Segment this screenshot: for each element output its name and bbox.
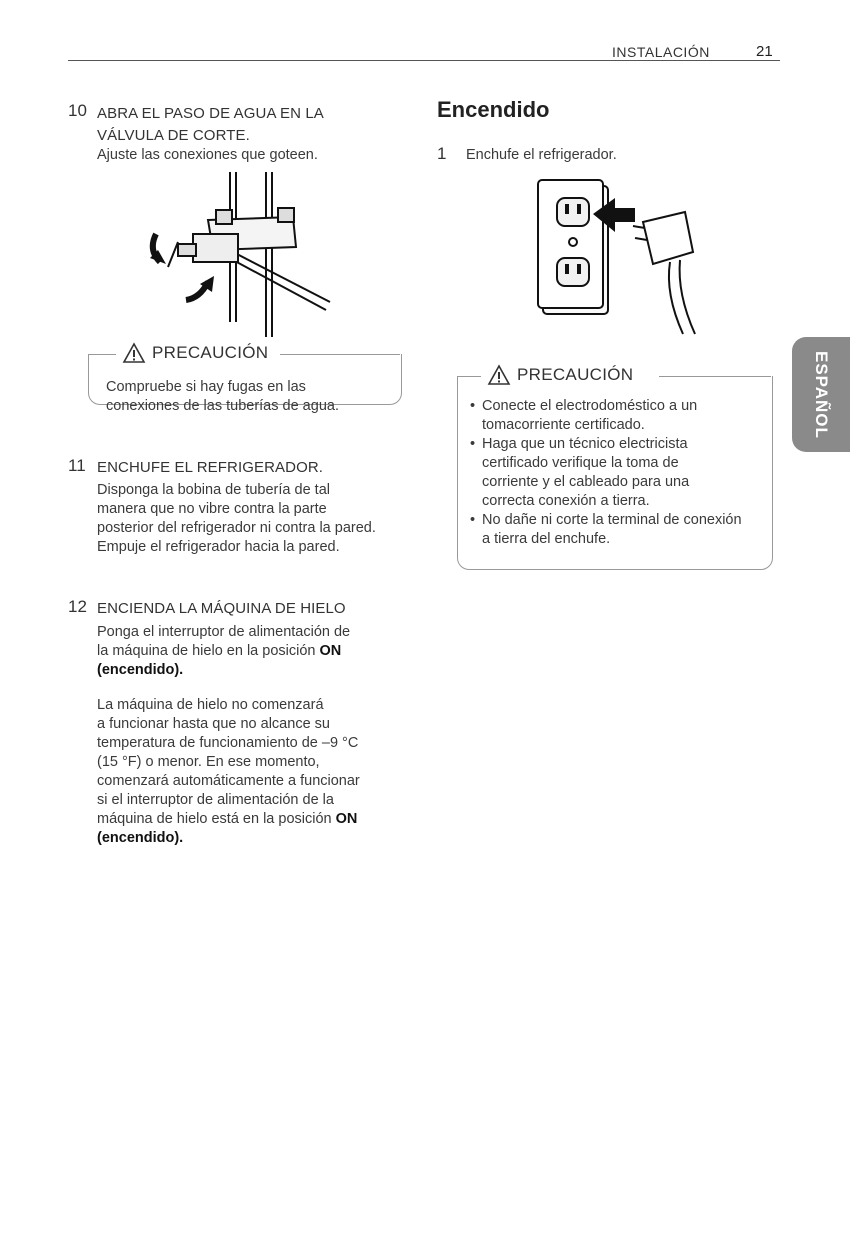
caution-line-1a [88,354,116,355]
header-rule [68,60,780,61]
language-side-tab-label: ESPAÑOL [812,350,831,439]
caution-header-1 [116,342,274,364]
step-12-paragraph-2 [97,696,360,848]
step-12-p1-line1: Ponga el interruptor de alimentación de [97,624,351,640]
warning-triangle-icon [122,342,146,364]
step-12-paragraph-1 [97,623,350,680]
step-12-p2-line6: si el interruptor de alimentación de la [97,792,334,808]
step-11-line2: manera que no vibre contra la parte [97,501,327,517]
language-side-tab [792,337,850,452]
warning-triangle-icon [487,364,511,386]
caution-text-1 [106,378,339,416]
caution-line-1b [280,354,400,355]
step-11-number: 11 [68,456,86,475]
caution-line-2b [659,376,771,377]
caution-1-line2: conexiones de las tuberías de agua. [106,398,339,414]
caution-bullet-1: • Conecte el electrodoméstico a un tomacorriente certificado. [470,397,742,435]
step-10-number: 10 [68,101,87,120]
step-10-text: Ajuste las conexiones que goteen. [97,147,318,163]
page-number: 21 [756,43,773,60]
caution-bullet-2: • Haga que un técnico electricista certificado verifique la toma de corriente y el cableado para una correcta conexión a tierra. [470,435,742,511]
caution-text-2 [470,397,742,549]
step-1-text: Enchufe el refrigerador. [466,147,617,163]
step-10-title-line1: ABRA EL PASO DE AGUA EN LA [97,105,324,122]
step-12-p2-line7: máquina de hielo está en la posición ON [97,811,358,827]
step-10-title-line2: VÁLVULA DE CORTE. [97,127,250,144]
shutoff-valve-illustration [138,172,338,337]
step-11-title: ENCHUFE EL REFRIGERADOR. [97,459,324,476]
step-11-text [97,481,376,557]
step-11-line4: Empuje el refrigerador hacia la pared. [97,539,340,555]
step-12-title: ENCIENDA LA MÁQUINA DE HIELO [97,600,346,617]
step-12-p2-line3: temperatura de funcionamiento de –9 °C [97,735,359,751]
caution-line-2a [457,376,481,377]
step-12-p2-line4: (15 °F) o menor. En ese momento, [97,754,320,770]
caution-1-line1: Compruebe si hay fugas en las [106,379,306,395]
caution-title-1: PRECAUCIÓN [152,343,269,362]
step-11-line1: Disponga la bobina de tubería de tal [97,482,330,498]
section-heading: Encendido [437,97,550,122]
header-section-title: INSTALACIÓN [612,44,710,60]
caution-title-2: PRECAUCIÓN [517,365,634,384]
step-12-p1-line2: la máquina de hielo en la posición ON [97,643,342,659]
step-12-p2-line1: La máquina de hielo no comenzará [97,697,324,713]
step-12-p1-line3: (encendido). [97,662,184,678]
step-11-line3: posterior del refrigerador ni contra la pared. [97,520,376,536]
caution-bullet-3: • No dañe ni corte la terminal de conexión a tierra del enchufe. [470,511,742,549]
step-12-p2-line5: comenzará automáticamente a funcionar [97,773,360,789]
step-12-p2-line8: (encendido). [97,830,184,846]
step-12-number: 12 [68,597,87,616]
caution-header-2 [481,364,639,386]
step-12-p2-line2: a funcionar hasta que no alcance su [97,716,330,732]
outlet-plug-illustration [535,174,715,339]
step-1-number: 1 [437,144,447,163]
